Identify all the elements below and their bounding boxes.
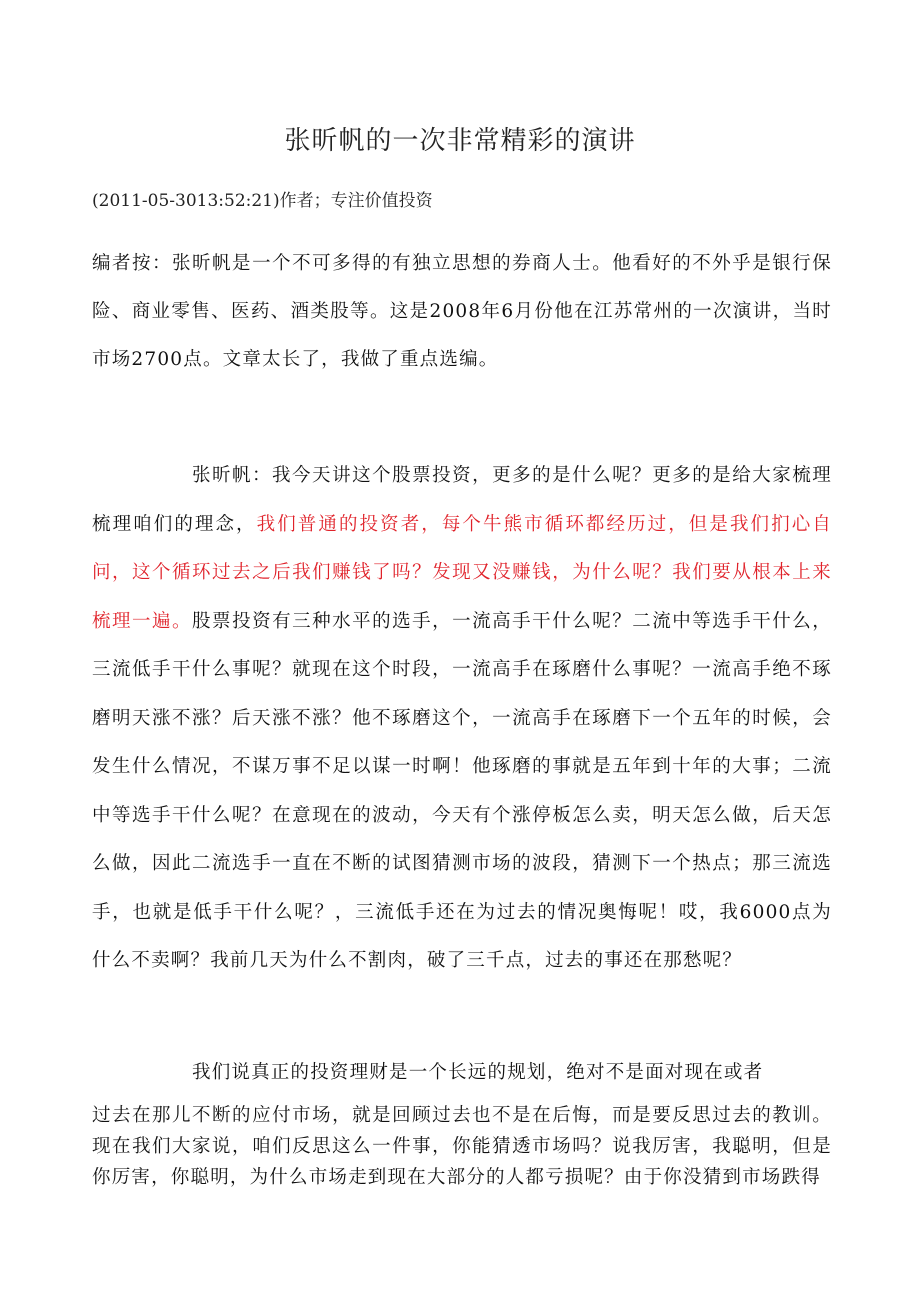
speech-highlight: 我们普通的投资者，每个牛熊市循环都经历过，但是我们扪心自问，这个循环过去之后我们赚钱了吗？发现又没赚钱，为什么呢？我们要从根本上来梳理一遍。	[92, 513, 832, 632]
speech-text-body: 股票投资有三种水平的选手，一流高手干什么呢？二流中等选手干什么，三流低手干什么事呢？就现在这个时段，一流高手在琢磨什么事呢？一流高手绝不琢磨明天涨不涨？后天涨不涨？他不琢磨这个，一流高手在琢磨下一个五年的时候，会发生什么情况，不谋万事不足以谋一时啊！他琢磨的事就是五年到十年的大事；二流中等选手干什么呢？在意现在的波动，今天有个涨停板怎么卖，明天怎么做，后天怎么做，因此二流选手一直在不断的试图猜测市场的波段，猜测下一个热点；那三流选手，也就是低手干什么呢？，三流低手还在为过去的情况奥悔呢！哎，我6000点为什么不卖啊？我前几天为什么不割肉，破了三千点，过去的事还在那愁呢？	[92, 610, 832, 971]
document-title: 张昕帆的一次非常精彩的演讲	[284, 126, 636, 156]
paragraph-3-body: 过去在那儿不断的应付市场，就是回顾过去也不是在后悔，而是要反思过去的教训。现在我们大家说，咱们反思这么一件事，你能猜透市场吗？说我厉害，我聪明，但是你厉害，你聪明，为什么市场走到现在大部分的人都亏损呢？由于你没猜到市场跌得	[92, 1105, 832, 1188]
speech-text-intro: 张昕帆：我今天讲这个股票投资，更多的是什么呢？更多的是给大家梳理梳理咱们的理念，	[92, 465, 832, 535]
post-meta: (2011-05-3013:52:21)作者；专注价值投资	[92, 191, 433, 211]
editor-note: 编者按：张昕帆是一个不可多得的有独立思想的券商人士。他看好的不外乎是银行保险、商业零售、医药、酒类股等。这是2008年6月份他在江苏常州的一次演讲，当时市场2700点。文章太长了，我做了重点选编。	[92, 253, 832, 370]
paragraph-3-first-line: 我们说真正的投资理财是一个长远的规划，绝对不是面对现在或者	[192, 1062, 764, 1083]
speech-paragraph	[92, 452, 832, 986]
